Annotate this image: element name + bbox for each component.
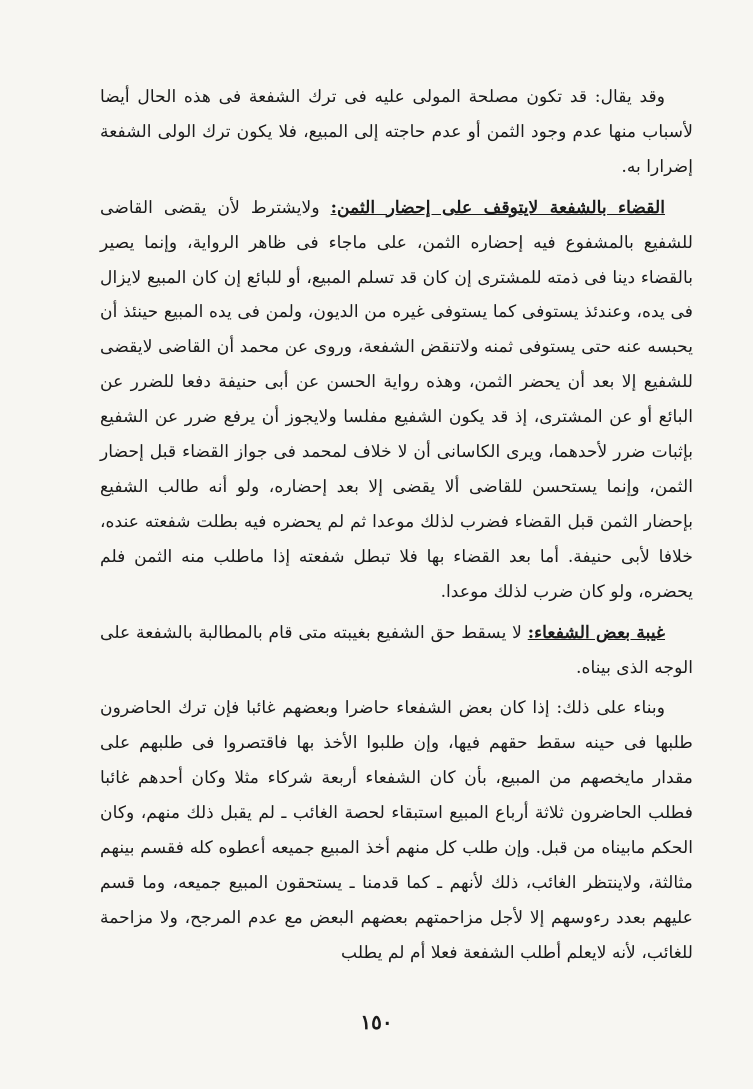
paragraph-2-text: ولايشترط لأن يقضى القاضى للشفيع بالمشفوع فيه إحضاره الثمن، على ماجاء فى ظاهر الرواية، وإنما يصير بالقضاء دينا فى ذمته للمشترى إن كان قد تسلم المبيع، أو للبائع إن كان المبيع لايزال فى يده، وعندئذ يستوفى كما يستوفى غيره من الديون، ولمن فى يده المبيع حينئذ أن يحبسه عنه حتى يستوفى ثمنه ولاتنقض الشفعة، وروى عن محمد أن القاضى لايقضى للشفيع إلا بعد أن يحضر الثمن، وهذه رواية الحسن عن أبى حنيفة دفعا للضرر عن البائع أو عن المشترى، إذ قد يكون الشفيع مفلسا ولايجوز أن يرفع ضرر عن الشفيع بإثبات ضرر لأحدهما، ويرى الكاسانى أن لا خلاف لمحمد فى جواز القضاء قبل إحضار الثمن، وإنما يستحسن للقاضى ألا يقضى إلا بعد إحضاره، ولو أنه طالب الشفيع بإحضار الثمن قبل القضاء فضرب لذلك موعدا ثم لم يحضره فيه بطلت شفعته عنده، خلافا لأبى حنيفة. أما بعد القضاء بها فلا تبطل شفعته إذا ماطلب منه الثمن فلم يحضره، ولو كان ضرب لذلك موعدا. <box>100 197 693 602</box>
section-heading-judgment: القضاء بالشفعة لايتوقف على إحضار الثمن: <box>330 197 665 218</box>
paragraph-3 <box>100 616 693 686</box>
page-number: ١٥٠ <box>360 1010 393 1034</box>
paragraph-3-text: لا يسقط حق الشفيع بغيبته متى قام بالمطالبة بالشفعة على الوجه الذى بيناه. <box>100 622 693 678</box>
paragraph-1-text: وقد يقال: قد تكون مصلحة المولى عليه فى ترك الشفعة فى هذه الحال أيضا لأسباب منها عدم وجود الثمن أو عدم حاجته إلى المبيع، فلا يكون ترك الولى الشفعة إضرارا به. <box>100 87 693 177</box>
paragraph-2 <box>100 191 693 610</box>
paragraph-4-text: وبناء على ذلك: إذا كان بعض الشفعاء حاضرا وبعضهم غائبا فإن ترك الحاضرون طلبها فى حينه سقط حقهم فيها، وإن طلبوا الأخذ بها فاقتصروا فى طلبهم على مقدار مايخصهم من المبيع، بأن كان الشفعاء أربعة شركاء مثلا وكان أحدهم غائبا فطلب الحاضرون ثلاثة أرباع المبيع استبقاء لحصة الغائب ـ لم يقبل ذلك منهم، وكان الحكم مابيناه من قبل. وإن طلب كل منهم أخذ المبيع جميعه أعطوه كله فقسم بينهم مثالثة، ولاينتظر الغائب، ذلك لأنهم ـ كما قدمنا ـ يستحقون المبيع جميعه، وما قسم عليهم بعدد رءوسهم إلا لأجل مزاحمتهم بعضهم البعض مع عدم المرجح، ولا مزاحمة للغائب، لأنه لايعلم أطلب الشفعة فعلا أم لم يطلب <box>100 698 693 963</box>
paragraph-4 <box>100 691 693 970</box>
body-text <box>100 80 693 971</box>
section-heading-absence: غيبة بعض الشفعاء: <box>527 622 666 643</box>
paragraph-1 <box>100 80 693 185</box>
